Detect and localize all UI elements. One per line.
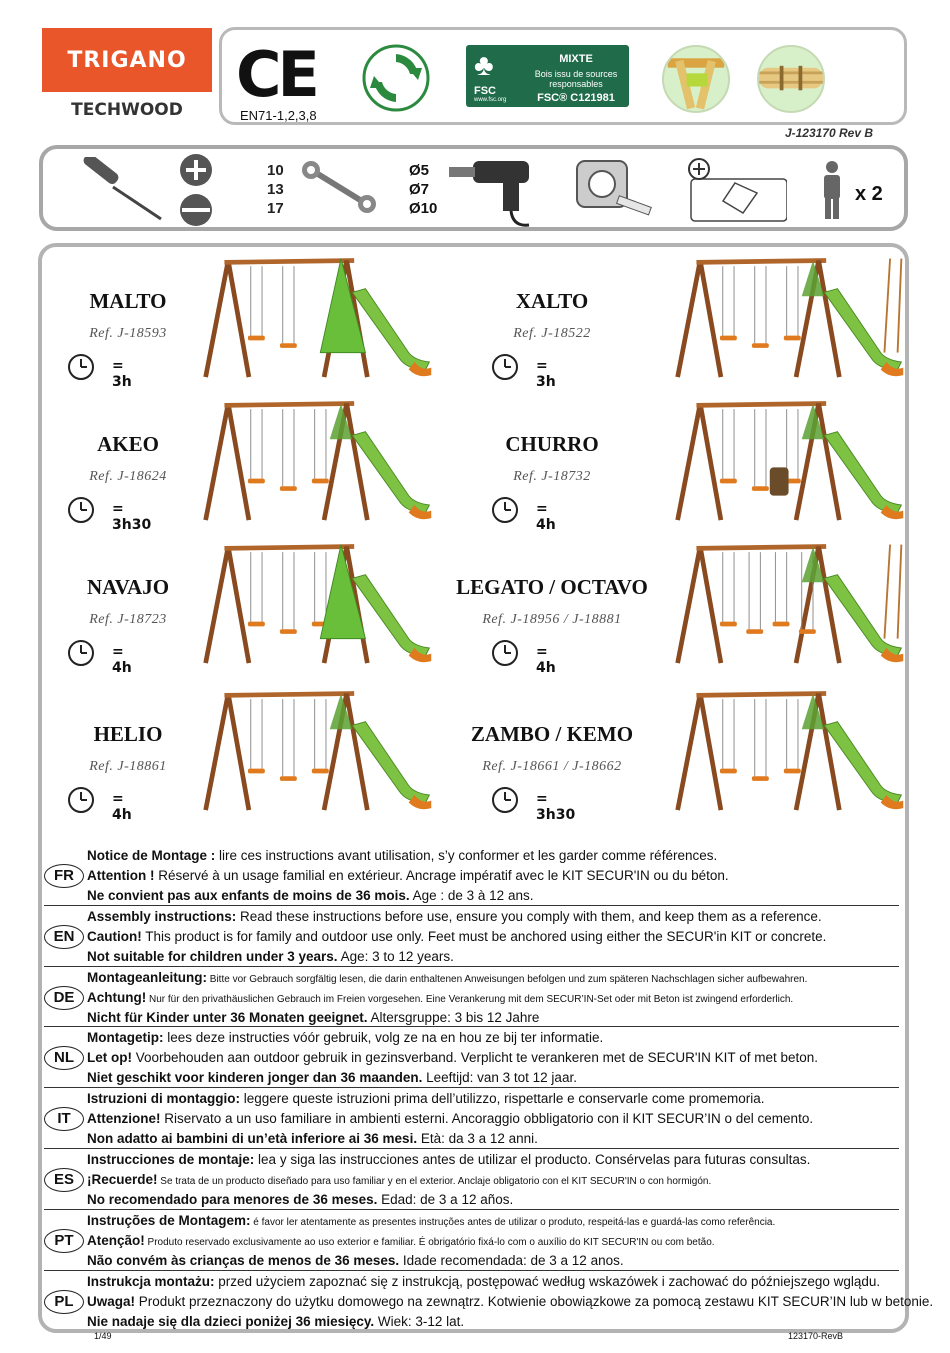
phillips-icon (179, 153, 213, 187)
language-code: NL (44, 1046, 84, 1070)
model-ref: Ref. J-18732 (513, 469, 591, 484)
model-time: = 4h (536, 644, 556, 676)
language-divider (44, 1087, 899, 1088)
fsc-label (466, 45, 629, 107)
caution-notice: Uwaga! Produkt przeznaczony do użytku domowego na zewnątrz. Kotwienie obowiązkowe za pomocą zestawu KIT SECUR’IN lub w betonie. (87, 1293, 934, 1309)
caution-notice: Atenção! Produto reservado exclusivamente ao uso exterior e familiar. É obrigatório fixá-lo com o auxílio do KIT SECUR'IN ou com betão. (87, 1232, 715, 1248)
techwood-label: TECHWOOD (71, 100, 183, 120)
wood-joint-icon (662, 45, 730, 113)
language-divider (44, 905, 899, 906)
norm-label: EN71-1,2,3,8 (240, 108, 317, 123)
age-notice: Niet geschikt voor kinderen jonger dan 36 maanden. Leeftijd: van 3 tot 12 jaar. (87, 1070, 577, 1086)
caution-notice: Attenzione! Riservato a un uso familiare in ambienti esterni. Ancoraggio obbligatorio con il KIT SECUR’IN o del cemento. (87, 1111, 814, 1127)
caution-notice: Attention ! Réservé à un usage familial en extérieur. Ancrage impératif avec le KIT SECUR'IN ou du béton. (87, 868, 729, 883)
model-name: XALTO (515, 289, 589, 313)
ce-mark: CE (236, 38, 316, 111)
swing-set-illustration (200, 535, 435, 667)
assembly-notice: Assembly instructions: Read these instructions before use, ensure you comply with them, and keep them as a reference. (87, 908, 822, 924)
model-time: = 3h30 (112, 501, 152, 533)
recycle-icon (362, 44, 430, 112)
age-notice: Non adatto ai bambini di un’età inferiore ai 36 mesi. Età: da 3 a 12 anni. (87, 1131, 538, 1147)
model-time: = 4h (112, 644, 132, 676)
language-code: IT (44, 1107, 84, 1131)
swing-set-illustration (672, 682, 907, 814)
language-divider (44, 1026, 899, 1027)
fsc-code: FSC® C121981 (537, 92, 615, 104)
fsc-source: Bois issu de sources responsables (534, 69, 618, 89)
language-code: PT (44, 1229, 84, 1253)
wood-beam-icon (757, 45, 825, 113)
assembly-notice: Instruções de Montagem: é favor ler atentamente as presentes instruções antes de utilizar o produto, respeitá-las e guardá-las como referência. (87, 1212, 776, 1228)
person-icon (821, 161, 843, 221)
language-code: FR (44, 864, 84, 888)
model-ref: Ref. J-18624 (89, 469, 167, 484)
fsc-mixte: MIXTE (559, 53, 593, 65)
clock-icon (67, 786, 95, 814)
language-code: PL (44, 1290, 84, 1314)
clock-icon (67, 496, 95, 524)
age-notice: Nicht für Kinder unter 36 Monaten geeignet. Altersgruppe: 3 bis 12 Jahre (87, 1009, 540, 1025)
model-name: MALTO (89, 289, 167, 313)
page-code: 123170-RevB (787, 1331, 843, 1341)
model-time: = 4h (536, 501, 556, 533)
swing-set-illustration (672, 392, 907, 524)
model-time: = 3h30 (536, 791, 576, 823)
caution-notice: ¡Recuerde! Se trata de un producto diseñado para uso familiar y en el exterior. Anclaje obligatorio con el KIT SECUR'IN o con hormigón. (87, 1172, 712, 1187)
fsc-brand: FSC (474, 85, 496, 97)
model-name: HELIO (93, 722, 163, 746)
trigano-logo: TRIGANO (42, 28, 212, 92)
language-divider (44, 1270, 899, 1271)
unboxing-icon (683, 155, 787, 223)
model-time: = 4h (112, 791, 132, 823)
clock-icon (67, 353, 95, 381)
assembly-notice: Montagetip: lees deze instructies vóór gebruik, volg ze na en hou ze bij ter informatie. (87, 1030, 604, 1046)
age-notice: No recomendado para menores de 36 meses. Edad: de 3 a 12 años. (87, 1192, 514, 1207)
model-time: = 3h (536, 358, 556, 390)
assembly-notice: Instrucciones de montaje: lea y siga las instrucciones antes de utilizar el producto. Consérvelas para futuras consultas. (87, 1152, 811, 1167)
model-name: CHURRO (505, 432, 599, 456)
age-notice: Not suitable for children under 3 years. Age: 3 to 12 years. (87, 948, 454, 964)
screwdriver-icon (77, 157, 167, 223)
fsc-tree-icon: ♣ (474, 49, 494, 82)
clock-icon (491, 353, 519, 381)
tools-panel (39, 145, 908, 231)
model-name: LEGATO / OCTAVO (456, 575, 648, 599)
swing-set-illustration (200, 682, 435, 814)
model-name: ZAMBO / KEMO (470, 722, 634, 746)
swing-set-illustration (672, 249, 907, 381)
swing-set-illustration (200, 392, 435, 524)
model-ref: Ref. J-18861 (89, 759, 167, 774)
clock-icon (491, 786, 519, 814)
language-code: EN (44, 925, 84, 949)
assembly-notice: Notice de Montage : lire ces instructions avant utilisation, s’y conformer et les garder comme références. (87, 848, 718, 863)
assembly-notice: Istruzioni di montaggio: leggere queste istruzioni prima dell’utilizzo, rispettarle e conservarle come promemoria. (87, 1091, 765, 1107)
persons-count: x 2 (855, 183, 883, 205)
model-ref: Ref. J-18593 (89, 326, 167, 341)
model-ref: Ref. J-18956 / J-18881 (482, 612, 622, 627)
page-number: 1/49 (94, 1331, 112, 1341)
wrench-icon (299, 161, 379, 213)
model-name: AKEO (97, 432, 159, 456)
clock-icon (67, 639, 95, 667)
language-code: DE (44, 986, 84, 1010)
model-ref: Ref. J-18723 (89, 612, 167, 627)
document-reference: J-123170 Rev B (784, 126, 873, 140)
caution-notice: Caution! This product is for family and outdoor use only. Feet must be anchored using either the SECUR'in KIT or concrete. (87, 928, 827, 944)
language-divider (44, 966, 899, 967)
flathead-icon (179, 193, 213, 227)
drill-sizes: Ø5 Ø7 Ø10 (409, 162, 438, 217)
clock-icon (491, 639, 519, 667)
model-time: = 3h (112, 358, 132, 390)
age-notice: Não convém às crianças de menos de 36 meses. Idade recomendada: de 3 a 12 anos. (87, 1252, 624, 1268)
swing-set-illustration (672, 535, 907, 667)
assembly-notice: Instrukcja montażu: przed użyciem zapoznać się z instrukcją, postępować według wskazówek i zachować do późniejszego wglądu. (87, 1273, 881, 1289)
model-name: NAVAJO (86, 575, 170, 599)
fsc-site: www.fsc.org (474, 97, 507, 103)
model-ref: Ref. J-18661 / J-18662 (482, 759, 622, 774)
drill-icon (443, 153, 543, 229)
tape-measure-icon (573, 157, 655, 219)
caution-notice: Let op! Voorbehouden aan outdoor gebruik in gezinsverband. Verplicht te verankeren met de SECUR'IN KIT of met beton. (87, 1050, 818, 1066)
language-code: ES (44, 1168, 84, 1192)
caution-notice: Achtung! Nur für den privathäuslichen Gebrauch im Freien vorgesehen. Eine Verankerung mit dem SECUR’IN-Set oder mit Beton ist zwingend erforderlich. (87, 989, 794, 1005)
age-notice: Nie nadaje się dla dzieci poniżej 36 miesięcy. Wiek: 3-12 lat. (87, 1313, 465, 1329)
age-notice: Ne convient pas aux enfants de moins de 36 mois. Age : de 3 à 12 ans. (87, 888, 534, 903)
assembly-notice: Montageanleitung: Bitte vor Gebrauch sorgfältig lesen, die darin enthaltenen Anweisungen befolgen und zum späteren Nachschlagen sicher aufbewahren. (87, 969, 808, 985)
wrench-sizes: 10 13 17 (267, 162, 284, 217)
clock-icon (491, 496, 519, 524)
language-divider (44, 1209, 899, 1210)
model-ref: Ref. J-18522 (513, 326, 591, 341)
swing-set-illustration (200, 249, 435, 381)
language-divider (44, 1148, 899, 1149)
